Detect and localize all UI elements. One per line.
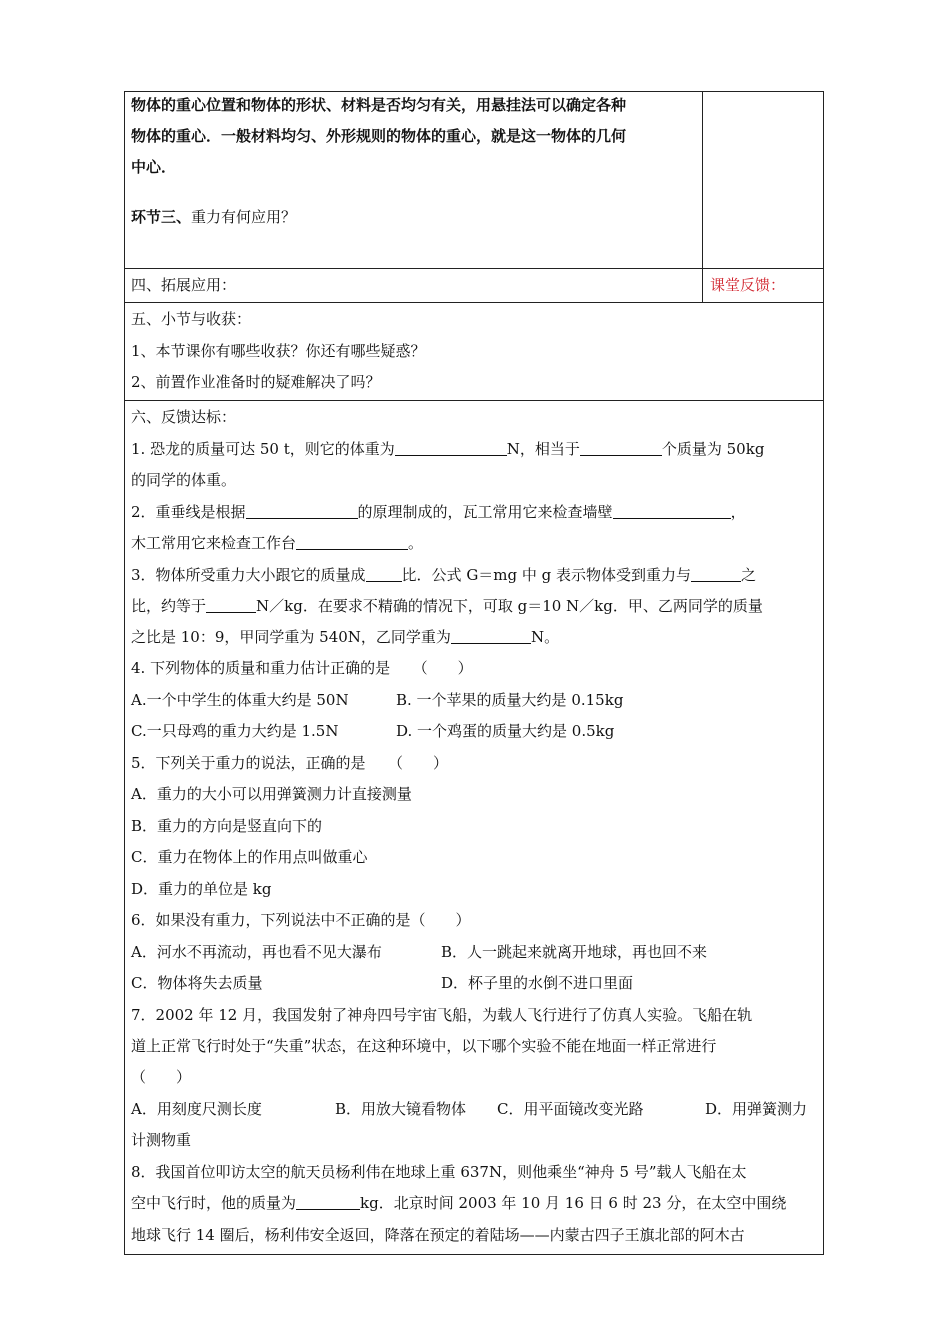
- q3-text: 之: [741, 566, 757, 584]
- q2-line: [131, 527, 423, 559]
- content-cell: [125, 92, 702, 268]
- q8-text: 空中飞行时，他的质量为: [131, 1194, 297, 1212]
- q2-text: 。: [408, 534, 424, 552]
- answer-blank[interactable]: [246, 501, 358, 519]
- table-row-summary: [125, 302, 823, 400]
- summary-question: 1、本节课你有哪些收获？你还有哪些疑惑？: [131, 342, 426, 360]
- option-a[interactable]: A．河水不再流动，再也看不见大瀑布: [131, 943, 382, 961]
- q5-stem: 5．下列关于重力的说法，正确的是 （ ）: [131, 754, 449, 772]
- q8-line: 地球飞行 14 圈后，杨利伟安全返回，降落在预定的着陆场——内蒙古四子王旗北部的阿木古: [131, 1226, 745, 1244]
- q3-line: [131, 559, 756, 591]
- q2-text: 的原理制成的，瓦工常用它来检查墙壁: [357, 503, 613, 521]
- content-cell: [125, 303, 823, 400]
- answer-blank[interactable]: [580, 438, 662, 456]
- option-d[interactable]: D．杯子里的水倒不进口里面: [441, 974, 634, 992]
- text-line: 中心．: [131, 158, 177, 176]
- exercises-title: 六、反馈达标：: [131, 408, 237, 426]
- option-a[interactable]: A．用刻度尺测长度: [131, 1100, 262, 1118]
- content-cell: [125, 401, 823, 1254]
- option-b[interactable]: B．人一跳起来就离开地球，再也回不来: [441, 943, 708, 961]
- option-b[interactable]: B. 一个苹果的质量大约是 0.15kg: [396, 691, 624, 709]
- q2-text: ，: [730, 503, 746, 521]
- answer-blank[interactable]: [206, 595, 256, 613]
- table-row-gravity-center: [125, 92, 823, 268]
- q7-line: 道上正常飞行时处于“失重”状态，在这种环境中，以下哪个实验不能在地面一样正常进行: [131, 1037, 717, 1055]
- q4-stem: 4. 下列物体的质量和重力估计正确的是 （ ）: [131, 659, 473, 677]
- q3-text: N／kg．在要求不精确的情况下，可取 g＝10 N／kg．甲、乙两同学的质量: [256, 597, 763, 615]
- table-row-exercises: [125, 400, 823, 1254]
- q1-text: 1. 恐龙的质量可达 50 t，则它的体重为: [131, 440, 395, 458]
- content-cell: [125, 269, 702, 302]
- answer-blank[interactable]: [395, 438, 507, 456]
- summary-title: 五、小节与收获：: [131, 310, 252, 328]
- answer-blank[interactable]: [613, 501, 731, 519]
- q3-text: 3．物体所受重力大小跟它的质量成: [131, 566, 366, 584]
- q8-line: 8．我国首位叩访太空的航天员杨利伟在地球上重 637N，则他乘坐“神舟 5 号”载人飞船在太: [131, 1163, 747, 1181]
- answer-blank[interactable]: [296, 532, 408, 550]
- section-3-label: 环节三、: [131, 208, 192, 226]
- option-d[interactable]: D. 一个鸡蛋的质量大约是 0.5kg: [396, 722, 615, 740]
- option-c[interactable]: C．重力在物体上的作用点叫做重心: [131, 848, 368, 866]
- answer-blank[interactable]: [366, 564, 402, 582]
- q3-line: [131, 590, 763, 622]
- option-c[interactable]: C.一只母鸡的重力大约是 1.5N: [131, 722, 339, 740]
- q7-line: （ ）: [131, 1068, 192, 1086]
- class-feedback-label: 课堂反馈：: [710, 276, 786, 294]
- answer-blank[interactable]: [691, 564, 741, 582]
- text-line: 物体的重心．一般材料均匀、外形规则的物体的重心，就是这一物体的几何: [131, 127, 627, 145]
- q3-text: 比．公式 G＝mg 中 g 表示物体受到重力与: [401, 566, 692, 584]
- q1-line: 的同学的体重。: [131, 471, 237, 489]
- q8-text: kg．北京时间 2003 年 10 月 16 日 6 时 23 分，在太空中围绕: [360, 1194, 787, 1212]
- q1-text: N，相当于: [506, 440, 580, 458]
- q1-line: [131, 433, 764, 465]
- q1-text: 个质量为 50kg: [661, 440, 765, 458]
- summary-question: 2、前置作业准备时的疑难解决了吗？: [131, 373, 381, 391]
- q2-text: 2．重垂线是根据: [131, 503, 246, 521]
- feedback-cell: [702, 92, 823, 268]
- option-d[interactable]: D．用弹簧测力: [705, 1100, 808, 1118]
- section-3-text: 重力有何应用？: [191, 208, 297, 226]
- option-c[interactable]: C．物体将失去质量: [131, 974, 263, 992]
- option-d[interactable]: D．重力的单位是 kg: [131, 880, 272, 898]
- answer-blank[interactable]: [296, 1192, 360, 1210]
- q3-text: 之比是 10：9，甲同学重为 540N，乙同学重为: [131, 628, 451, 646]
- q3-text: 比，约等于: [131, 597, 207, 615]
- lesson-table: [124, 91, 824, 1255]
- q6-stem: 6．如果没有重力，下列说法中不正确的是（ ）: [131, 911, 471, 929]
- section-3-heading: [131, 201, 296, 233]
- q2-text: 木工常用它来检查工作台: [131, 534, 297, 552]
- q2-line: [131, 496, 746, 528]
- feedback-cell: [702, 269, 823, 302]
- extension-label: 四、拓展应用：: [131, 276, 237, 294]
- option-c[interactable]: C．用平面镜改变光路: [497, 1100, 644, 1118]
- q3-line: [131, 621, 559, 653]
- text-line: 物体的重心位置和物体的形状、材料是否均匀有关，用悬挂法可以确定各种: [131, 96, 627, 114]
- q3-text: N。: [530, 628, 560, 646]
- q7-line: 计测物重: [131, 1131, 192, 1149]
- option-b[interactable]: B．重力的方向是竖直向下的: [131, 817, 323, 835]
- table-row-extension: [125, 268, 823, 302]
- q8-line: [131, 1187, 786, 1219]
- answer-blank[interactable]: [451, 626, 531, 644]
- q7-line: 7．2002 年 12 月，我国发射了神舟四号宇宙飞船，为载人飞行进行了仿真人实验。飞船在轨: [131, 1006, 753, 1024]
- option-b[interactable]: B．用放大镜看物体: [335, 1100, 467, 1118]
- option-a[interactable]: A．重力的大小可以用弹簧测力计直接测量: [131, 785, 412, 803]
- option-a[interactable]: A.一个中学生的体重大约是 50N: [131, 691, 349, 709]
